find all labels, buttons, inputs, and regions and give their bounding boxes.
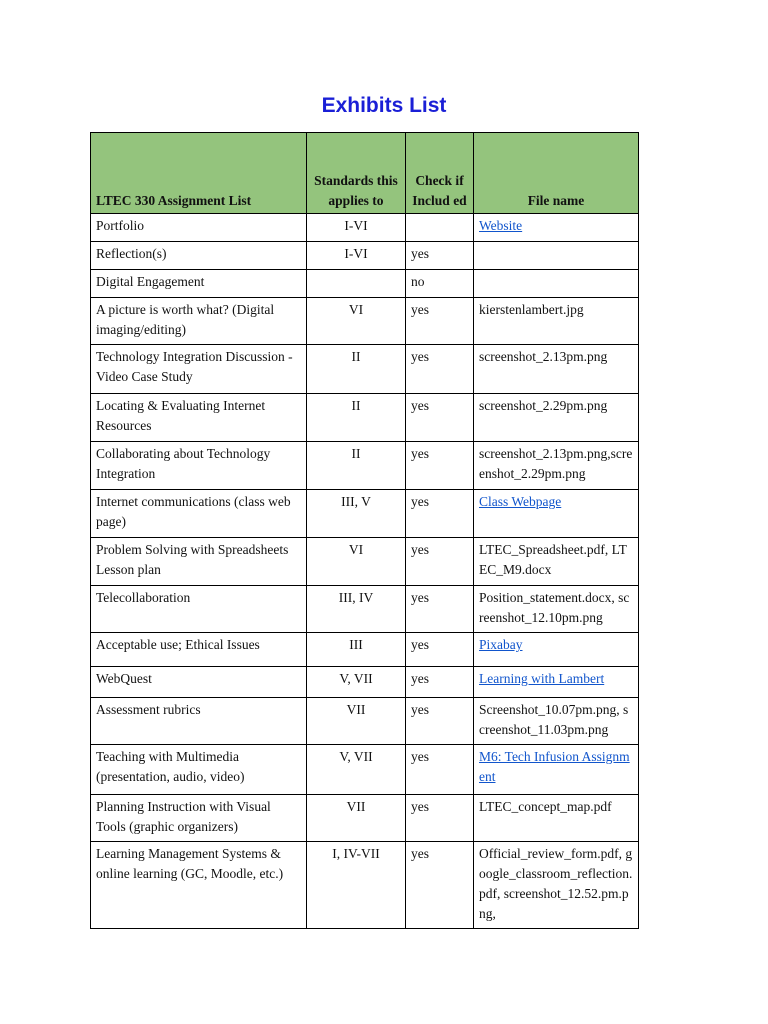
standards-cell: I-VI [307, 242, 406, 270]
check-cell: yes [406, 633, 474, 667]
file-name-cell [474, 214, 639, 242]
assignment-cell: Planning Instruction with Visual Tools (graphic organizers) [91, 795, 307, 842]
file-name-cell [474, 242, 639, 270]
table-row [91, 345, 639, 394]
check-cell: yes [406, 842, 474, 929]
file-name-cell [474, 490, 639, 538]
table-header-row [91, 133, 639, 214]
check-cell: yes [406, 345, 474, 394]
assignment-cell: Locating & Evaluating Internet Resources [91, 394, 307, 442]
check-cell: yes [406, 242, 474, 270]
header-assignment: LTEC 330 Assignment List [91, 133, 307, 214]
assignment-cell: Problem Solving with Spreadsheets Lesson plan [91, 538, 307, 586]
standards-cell: III, V [307, 490, 406, 538]
check-cell [406, 214, 474, 242]
file-name-cell: LTEC_Spreadsheet.pdf, LTEC_M9.docx [474, 538, 639, 586]
file-name-cell: LTEC_concept_map.pdf [474, 795, 639, 842]
file-name-cell: Official_review_form.pdf, google_classroom_reflection.pdf, screenshot_12.52.pm.png, [474, 842, 639, 929]
table-row [91, 242, 639, 270]
check-cell: yes [406, 795, 474, 842]
file-name-cell [474, 270, 639, 298]
standards-cell: I, IV-VII [307, 842, 406, 929]
table-row [91, 270, 639, 298]
table-row [91, 298, 639, 345]
header-check: Check if Includ ed [406, 133, 474, 214]
check-cell: yes [406, 698, 474, 745]
assignment-cell: Digital Engagement [91, 270, 307, 298]
table-row [91, 795, 639, 842]
standards-cell: VII [307, 795, 406, 842]
file-name-cell: Screenshot_10.07pm.png, screenshot_11.03pm.png [474, 698, 639, 745]
table-row [91, 490, 639, 538]
assignment-cell: Internet communications (class web page) [91, 490, 307, 538]
table-row [91, 842, 639, 929]
standards-cell: I-VI [307, 214, 406, 242]
standards-cell: II [307, 345, 406, 394]
check-cell: yes [406, 490, 474, 538]
file-name-cell: kierstenlambert.jpg [474, 298, 639, 345]
assignment-cell: WebQuest [91, 667, 307, 698]
check-cell: yes [406, 538, 474, 586]
file-name-cell: screenshot_2.13pm.png [474, 345, 639, 394]
file-name-cell: Position_statement.docx, screenshot_12.10pm.png [474, 586, 639, 633]
assignment-cell: Teaching with Multimedia (presentation, audio, video) [91, 745, 307, 795]
standards-cell: VII [307, 698, 406, 745]
check-cell: yes [406, 442, 474, 490]
standards-cell: III, IV [307, 586, 406, 633]
assignment-cell: Technology Integration Discussion - Video Case Study [91, 345, 307, 394]
standards-cell: VI [307, 538, 406, 586]
standards-cell: V, VII [307, 745, 406, 795]
file-link[interactable]: M6: Tech Infusion Assignment [479, 749, 630, 784]
assignment-cell: Telecollaboration [91, 586, 307, 633]
assignment-cell: Portfolio [91, 214, 307, 242]
check-cell: no [406, 270, 474, 298]
standards-cell: III [307, 633, 406, 667]
header-file-name: File name [474, 133, 639, 214]
file-name-cell: screenshot_2.29pm.png [474, 394, 639, 442]
assignment-cell: Reflection(s) [91, 242, 307, 270]
table-row [91, 667, 639, 698]
file-link[interactable]: Website [479, 218, 523, 233]
table-row [91, 586, 639, 633]
exhibits-table [90, 132, 639, 929]
assignment-cell: Acceptable use; Ethical Issues [91, 633, 307, 667]
assignment-cell: Collaborating about Technology Integration [91, 442, 307, 490]
table-body [91, 214, 639, 929]
file-link[interactable]: Class Webpage [479, 494, 562, 509]
table-row [91, 442, 639, 490]
table-row [91, 394, 639, 442]
check-cell: yes [406, 586, 474, 633]
file-name-cell [474, 745, 639, 795]
page-title: Exhibits List [321, 94, 447, 117]
file-link[interactable]: Learning with Lambert [479, 671, 605, 686]
standards-cell [307, 270, 406, 298]
header-standards: Standards this applies to [307, 133, 406, 214]
assignment-cell: A picture is worth what? (Digital imaging/editing) [91, 298, 307, 345]
assignment-cell: Assessment rubrics [91, 698, 307, 745]
file-name-cell [474, 633, 639, 667]
check-cell: yes [406, 745, 474, 795]
standards-cell: VI [307, 298, 406, 345]
table-row [91, 745, 639, 795]
standards-cell: II [307, 442, 406, 490]
table-row [91, 214, 639, 242]
assignment-cell: Learning Management Systems & online learning (GC, Moodle, etc.) [91, 842, 307, 929]
check-cell: yes [406, 667, 474, 698]
check-cell: yes [406, 298, 474, 345]
file-name-cell: screenshot_2.13pm.png,screenshot_2.29pm.png [474, 442, 639, 490]
table-row [91, 698, 639, 745]
file-name-cell [474, 667, 639, 698]
table-row [91, 633, 639, 667]
standards-cell: II [307, 394, 406, 442]
table-row [91, 538, 639, 586]
file-link[interactable]: Pixabay [479, 637, 523, 652]
check-cell: yes [406, 394, 474, 442]
standards-cell: V, VII [307, 667, 406, 698]
